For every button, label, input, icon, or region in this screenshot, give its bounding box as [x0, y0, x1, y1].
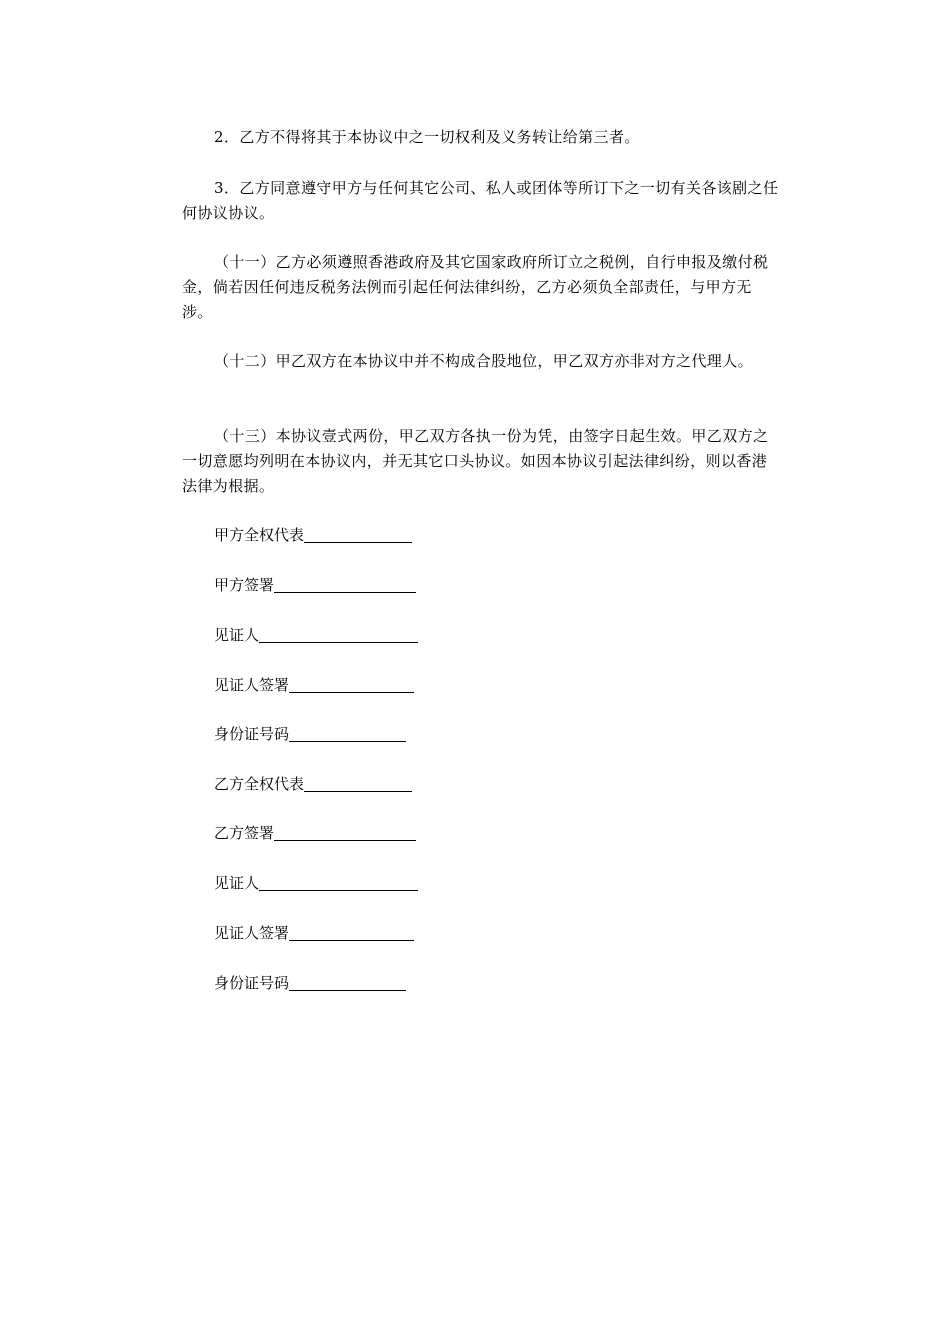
- signature-line-party-b-representative: [214, 774, 412, 794]
- signature-blank: [274, 578, 416, 593]
- signature-blank: [289, 976, 406, 991]
- signature-line-party-b-signature: [214, 823, 416, 843]
- signature-line-id-number-2: [214, 973, 406, 993]
- signature-blank: [304, 528, 412, 543]
- signature-label: 身份证号码: [214, 974, 290, 992]
- signature-blank: [259, 628, 418, 643]
- signature-blank: [289, 727, 406, 742]
- signature-blank: [259, 876, 418, 891]
- signature-blank: [304, 777, 412, 792]
- signature-label: 甲方全权代表: [214, 526, 305, 544]
- signature-line-witness-2: [214, 873, 418, 893]
- signature-label: 乙方全权代表: [214, 775, 305, 793]
- signature-label: 身份证号码: [214, 725, 290, 743]
- clause-3: 3．乙方同意遵守甲方与任何其它公司、私人或团体等所订下之一切有关各该剧之任何协议协议。: [182, 179, 779, 222]
- signature-line-witness-1-signature: [214, 675, 414, 695]
- signature-blank: [289, 678, 414, 693]
- signature-line-witness-1: [214, 625, 418, 645]
- signature-label: 乙方签署: [214, 824, 275, 842]
- signature-line-party-a-signature: [214, 575, 416, 595]
- signature-label: 见证人签署: [214, 676, 290, 694]
- signature-label: 见证人: [214, 874, 260, 892]
- signature-line-party-a-representative: [214, 525, 412, 545]
- signature-line-id-number-1: [214, 724, 406, 744]
- signature-blank: [274, 826, 416, 841]
- clause-12: （十二）甲乙双方在本协议中并不构成合股地位，甲乙双方亦非对方之代理人。: [214, 352, 754, 370]
- signature-label: 见证人签署: [214, 924, 290, 942]
- signature-label: 见证人: [214, 626, 260, 644]
- signature-blank: [289, 926, 414, 941]
- clause-13: （十三）本协议壹式两份，甲乙双方各执一份为凭，由签字日起生效。甲乙双方之一切意愿均列明在本协议内，并无其它口头协议。如因本协议引起法律纠纷，则以香港法律为根据。: [182, 427, 769, 495]
- signature-line-witness-2-signature: [214, 923, 414, 943]
- clause-2: 2．乙方不得将其于本协议中之一切权利及义务转让给第三者。: [214, 128, 640, 146]
- signature-label: 甲方签署: [214, 576, 275, 594]
- clause-11: （十一）乙方必须遵照香港政府及其它国家政府所订立之税例，自行申报及缴付税金，倘若因任何违反税务法例而引起任何法律纠纷，乙方必须负全部责任，与甲方无涉。: [182, 253, 769, 321]
